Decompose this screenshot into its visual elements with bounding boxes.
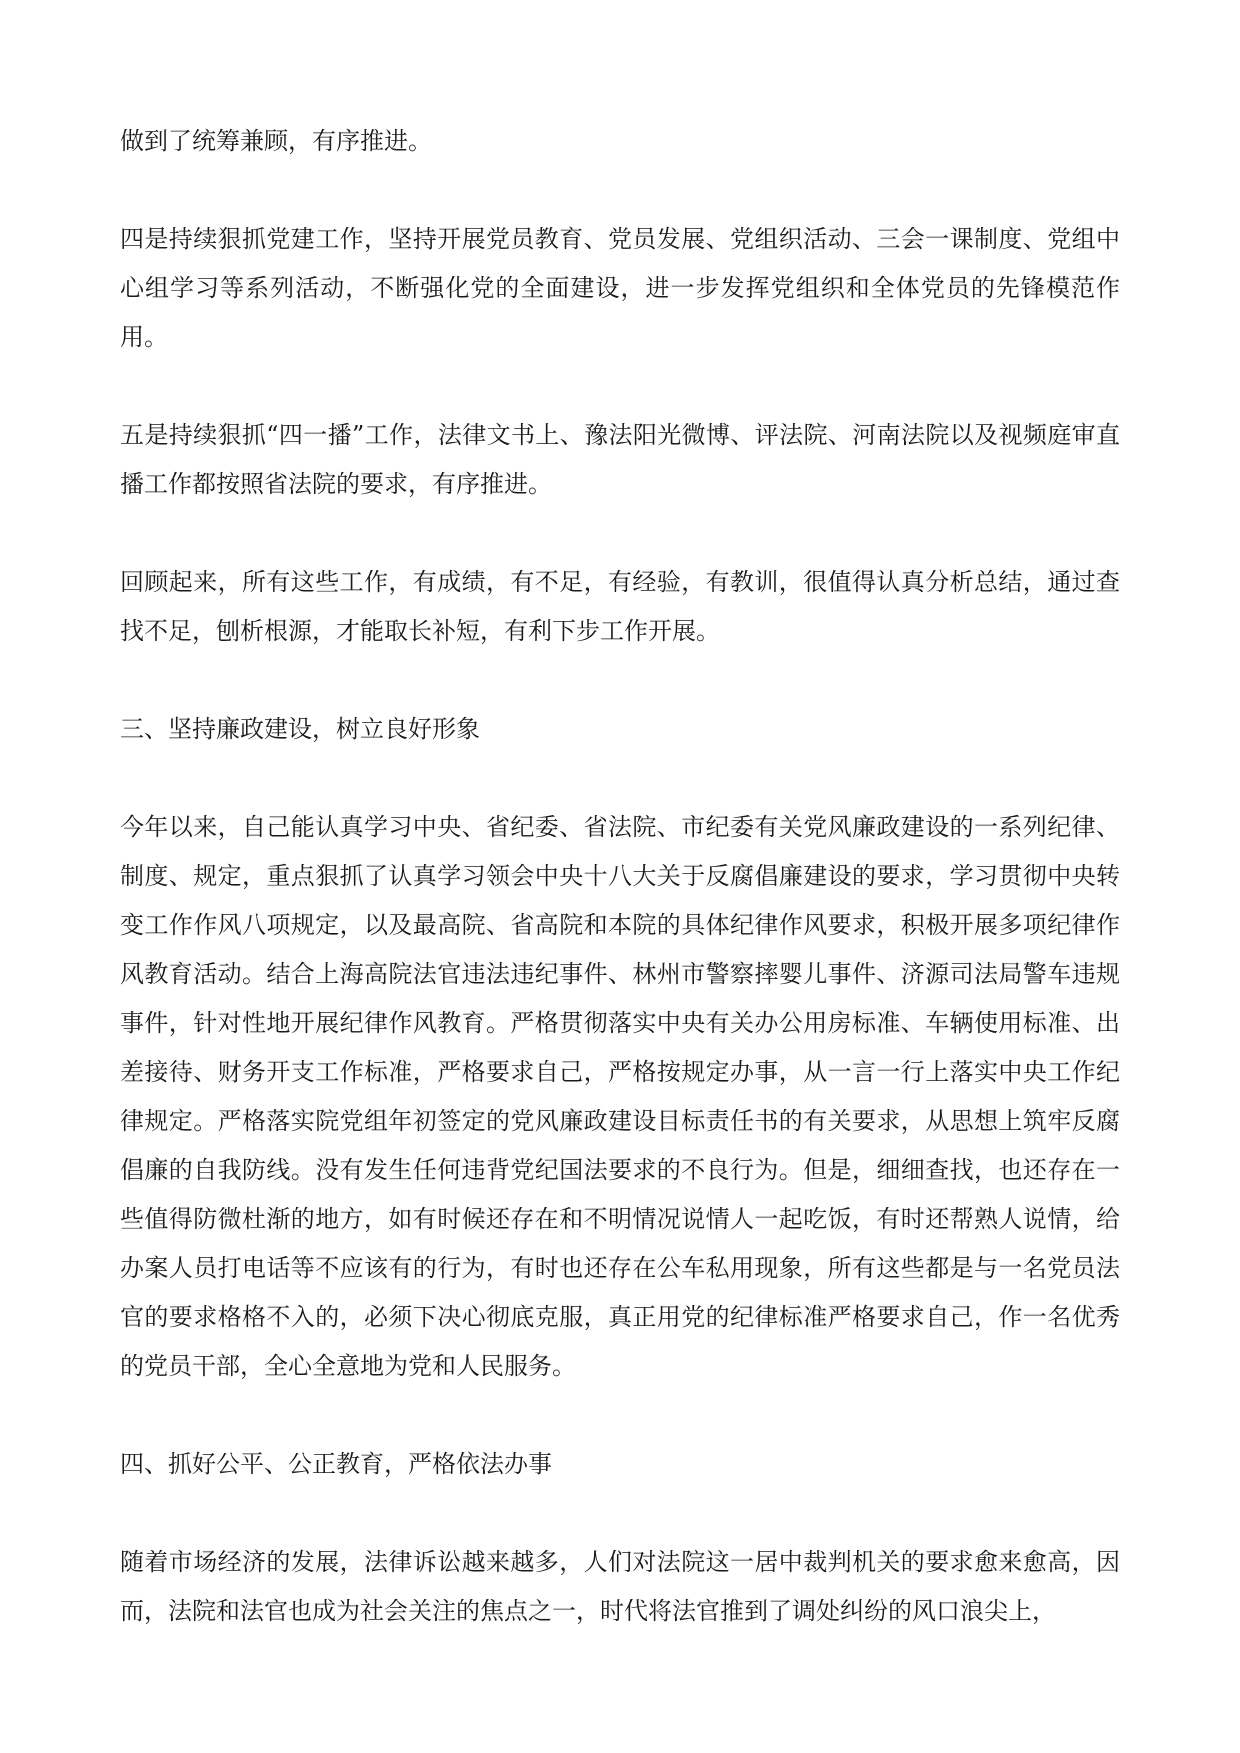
- section-heading-integrity: 三、坚持廉政建设，树立良好形象: [120, 715, 480, 743]
- paragraph-review-summary: 回顾起来，所有这些工作，有成绩，有不足，有经验，有教训，很值得认真分析总结，通过查找不足，刨析根源，才能取长补短，有利下步工作开展。: [120, 568, 1120, 645]
- paragraph-integrity-details: 今年以来，自己能认真学习中央、省纪委、省法院、市纪委有关党风廉政建设的一系列纪律、制度、规定，重点狠抓了认真学习领会中央十八大关于反腐倡廉建设的要求，学习贯彻中央转变工作作风八项规定，以及最高院、省高院和本院的具体纪律作风要求，积极开展多项纪律作风教育活动。结合上海高院法官违法违纪事件、林州市警察摔婴儿事件、济源司法局警车违规事件，针对性地开展纪律作风教育。严格贯彻落实中央有关办公用房标准、车辆使用标准、出差接待、财务开支工作标准，严格要求自己，严格按规定办事，从一言一行上落实中央工作纪律规定。严格落实院党组年初签定的党风廉政建设目标责任书的有关要求，从思想上筑牢反腐倡廉的自我防线。没有发生任何违背党纪国法要求的不良行为。但是，细细查找，也还存在一些值得防微杜渐的地方，如有时候还存在和不明情况说情人一起吃饭，有时还帮熟人说情，给办案人员打电话等不应该有的行为，有时也还存在公车私用现象，所有这些都是与一名党员法官的要求格格不入的，必须下决心彻底克服，真正用党的纪律标准严格要求自己，作一名优秀的党员干部，全心全意地为党和人民服务。: [120, 813, 1120, 1380]
- paragraph-four-one-broadcast: 五是持续狠抓“四一播”工作，法律文书上、豫法阳光微博、评法院、河南法院以及视频庭审直播工作都按照省法院的要求，有序推进。: [120, 421, 1120, 498]
- paragraph-market-economy: 随着市场经济的发展，法律诉讼越来越多，人们对法院这一居中裁判机关的要求愈来愈高，因而，法院和法官也成为社会关注的焦点之一，时代将法官推到了调处纠纷的风口浪尖上，: [120, 1548, 1120, 1625]
- section-heading-fairness: 四、抓好公平、公正教育，严格依法办事: [120, 1450, 552, 1478]
- paragraph-party-building: 四是持续狠抓党建工作，坚持开展党员教育、党员发展、党组织活动、三会一课制度、党组中心组学习等系列活动，不断强化党的全面建设，进一步发挥党组织和全体党员的先锋模范作用。: [120, 225, 1120, 351]
- paragraph-continuation: 做到了统筹兼顾，有序推进。: [120, 127, 432, 155]
- document-body: [120, 117, 1120, 1636]
